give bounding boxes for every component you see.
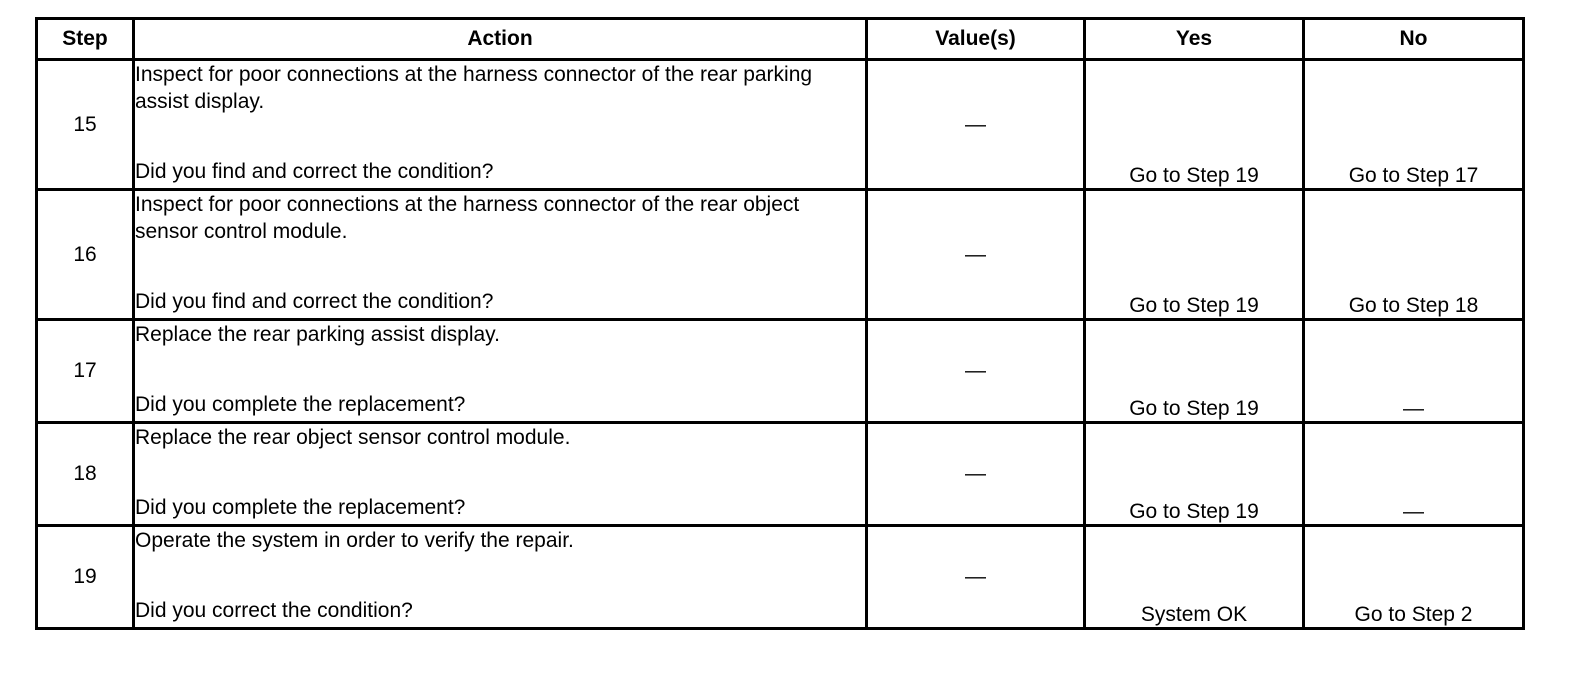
header-row bbox=[37, 19, 1524, 60]
step-number: 19 bbox=[37, 526, 134, 629]
no-cell: — bbox=[1304, 320, 1524, 423]
header-no: No bbox=[1304, 19, 1524, 60]
table-row bbox=[37, 60, 1524, 190]
values-cell: — bbox=[867, 190, 1085, 320]
table-body bbox=[37, 60, 1524, 629]
yes-cell: Go to Step 19 bbox=[1085, 320, 1304, 423]
header-values: Value(s) bbox=[867, 19, 1085, 60]
step-number: 17 bbox=[37, 320, 134, 423]
action-cell bbox=[134, 320, 867, 423]
table-row bbox=[37, 423, 1524, 526]
action-instruction: Replace the rear object sensor control module. bbox=[135, 426, 571, 449]
yes-cell: Go to Step 19 bbox=[1085, 190, 1304, 320]
table-row bbox=[37, 190, 1524, 320]
action-cell bbox=[134, 190, 867, 320]
no-cell: Go to Step 18 bbox=[1304, 190, 1524, 320]
action-cell bbox=[134, 60, 867, 190]
values-cell: — bbox=[867, 320, 1085, 423]
step-number: 16 bbox=[37, 190, 134, 320]
action-cell bbox=[134, 526, 867, 629]
no-cell: — bbox=[1304, 423, 1524, 526]
yes-cell: System OK bbox=[1085, 526, 1304, 629]
action-cell bbox=[134, 423, 867, 526]
values-cell: — bbox=[867, 60, 1085, 190]
header-yes: Yes bbox=[1085, 19, 1304, 60]
step-number: 15 bbox=[37, 60, 134, 190]
action-instruction: Operate the system in order to verify the repair. bbox=[135, 529, 574, 552]
diagnostic-table bbox=[35, 17, 1525, 630]
values-cell: — bbox=[867, 526, 1085, 629]
action-instruction: Replace the rear parking assist display. bbox=[135, 323, 500, 346]
step-number: 18 bbox=[37, 423, 134, 526]
yes-cell: Go to Step 19 bbox=[1085, 423, 1304, 526]
no-cell: Go to Step 17 bbox=[1304, 60, 1524, 190]
action-question: Did you correct the condition? bbox=[135, 599, 413, 622]
action-instruction: Inspect for poor connections at the harness connector of the rear object sensor control module. bbox=[135, 193, 800, 243]
values-cell: — bbox=[867, 423, 1085, 526]
header-action: Action bbox=[134, 19, 867, 60]
header-step: Step bbox=[37, 19, 134, 60]
no-cell: Go to Step 2 bbox=[1304, 526, 1524, 629]
table-row bbox=[37, 526, 1524, 629]
action-question: Did you find and correct the condition? bbox=[135, 160, 494, 183]
action-question: Did you complete the replacement? bbox=[135, 393, 466, 416]
action-question: Did you complete the replacement? bbox=[135, 496, 466, 519]
table-row bbox=[37, 320, 1524, 423]
action-question: Did you find and correct the condition? bbox=[135, 290, 494, 313]
yes-cell: Go to Step 19 bbox=[1085, 60, 1304, 190]
table-header bbox=[37, 19, 1524, 60]
action-instruction: Inspect for poor connections at the harness connector of the rear parking assist display. bbox=[135, 63, 813, 113]
